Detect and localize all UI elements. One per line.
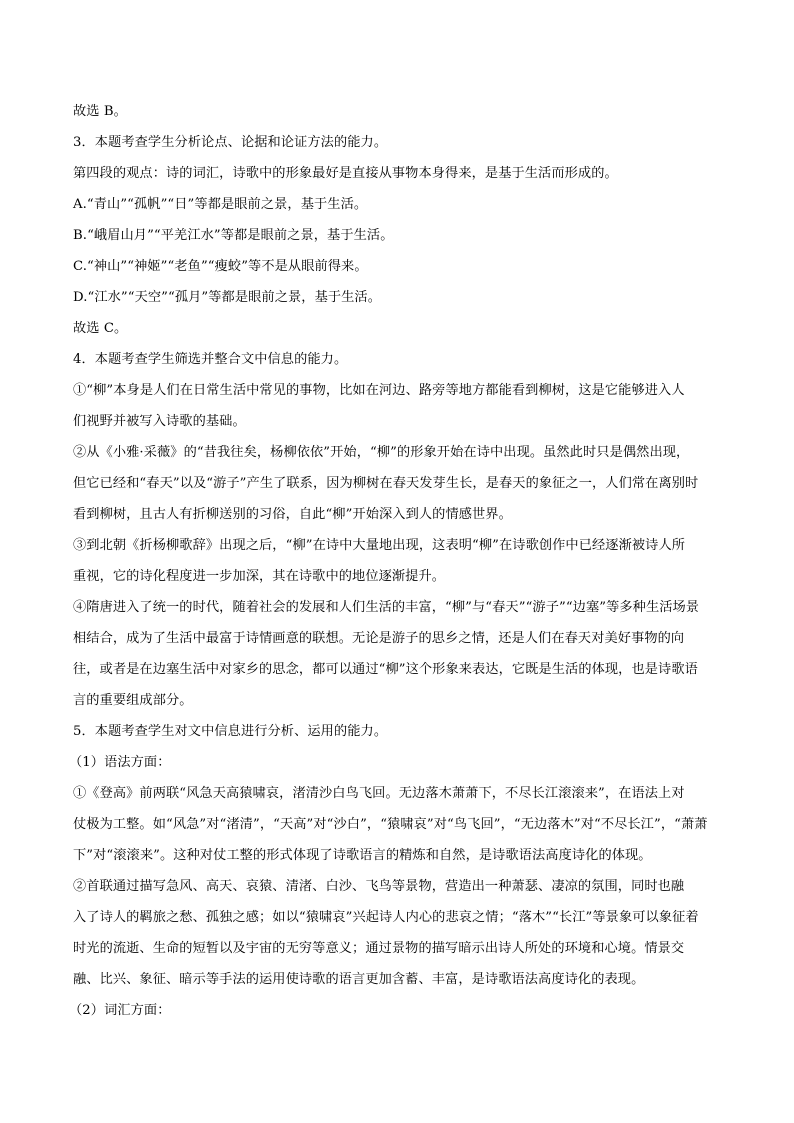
text-line: 言的重要组成部分。 — [73, 693, 193, 708]
text-line: 4．本题考查学生筛选并整合文中信息的能力。 — [73, 352, 348, 367]
text-line: ②首联通过描写急风、高天、哀猿、清渚、白沙、飞鸟等景物，营造出一种萧瑟、凄凉的氛围，同时也融 — [73, 879, 685, 894]
text-line: ②从《小雅·采薇》的“昔我往矣，杨柳依依”开始，“柳”的形象开始在诗中出现。虽然此时只是偶然出现， — [73, 445, 690, 460]
text-line: 重视，它的诗化程度进一步加深，其在诗歌中的地位逐渐提升。 — [73, 569, 446, 584]
text-line: 故选 C。 — [73, 321, 128, 336]
text-line: 相结合，成为了生活中最富于诗情画意的联想。无论是游子的思乡之情，还是人们在春天对美好事物的向 — [73, 631, 685, 646]
text-line: （1）语法方面： — [69, 755, 171, 770]
text-line: ④隋唐进入了统一的时代，随着社会的发展和人们生活的丰富，“柳”与“春天”“游子”“边塞”等多种生活场景 — [73, 600, 700, 615]
text-line: ①“柳”本身是人们在日常生活中常见的事物，比如在河边、路旁等地方都能看到柳树，这是它能够进入人 — [73, 383, 685, 398]
text-line: 但它已经和“春天”以及“游子”产生了联系，因为柳树在春天发芽生长，是春天的象征之一，人们常在离别时 — [73, 476, 699, 491]
text-line: （2）词汇方面： — [69, 1003, 171, 1018]
text-line: 3．本题考查学生分析论点、论据和论证方法的能力。 — [73, 135, 388, 150]
text-line: B.“峨眉山月”“平羌江水”等都是眼前之景，基于生活。 — [73, 228, 394, 243]
text-line: D.“江水”“天空”“孤月”等都是眼前之景，基于生活。 — [73, 290, 382, 305]
text-line: C.“神山”“神姬”“老鱼”“瘦蛟”等不是从眼前得来。 — [73, 259, 368, 274]
text-line: 看到柳树，且古人有折柳送别的习俗，自此“柳”开始深入到人的情感世界。 — [73, 507, 512, 522]
text-line: 融、比兴、象征、暗示等手法的运用使诗歌的语言更加含蓄、丰富，是诗歌语法高度诗化的表现。 — [73, 972, 645, 987]
text-line: 们视野并被写入诗歌的基础。 — [73, 414, 246, 429]
text-line: 第四段的观点：诗的词汇，诗歌中的形象最好是直接从事物本身得来，是基于生活而形成的。 — [73, 166, 618, 181]
text-line: 下”对“滚滚来”。这种对仗工整的形式体现了诗歌语言的精炼和自然，是诗歌语法高度诗化的体现。 — [73, 848, 652, 863]
text-line: ①《登高》前两联“风急天高猿啸哀，渚清沙白鸟飞回。无边落木萧萧下，不尽长江滚滚来”，在语法上对 — [73, 786, 685, 801]
text-line: ③到北朝《折杨柳歌辞》出现之后，“柳”在诗中大量地出现，这表明“柳”在诗歌创作中已经逐渐被诗人所 — [73, 538, 686, 553]
answer-explanation-text — [69, 96, 721, 1026]
text-line: 时光的流逝、生命的短暂以及宇宙的无穷等意义；通过景物的描写暗示出诗人所处的环境和心境。情景交 — [73, 941, 685, 956]
text-line: 往，或者是在边塞生活中对家乡的思念，都可以通过“柳”这个形象来表达，它既是生活的体现，也是诗歌语 — [73, 662, 698, 677]
text-line: 5．本题考查学生对文中信息进行分析、运用的能力。 — [73, 724, 388, 739]
text-line: 仗极为工整。如“风急”对“渚清”，“天高”对“沙白”，“猿啸哀”对“鸟飞回”，“无边落木”对“不尽长江”，“萧萧 — [73, 817, 708, 832]
text-line: 入了诗人的羁旅之愁、孤独之感；如以“猿啸哀”兴起诗人内心的悲哀之情；“落木”“长江”等景象可以象征着 — [73, 910, 699, 925]
text-line: 故选 B。 — [73, 104, 127, 119]
text-line: A.“青山”“孤帆”“日”等都是眼前之景，基于生活。 — [73, 197, 368, 212]
